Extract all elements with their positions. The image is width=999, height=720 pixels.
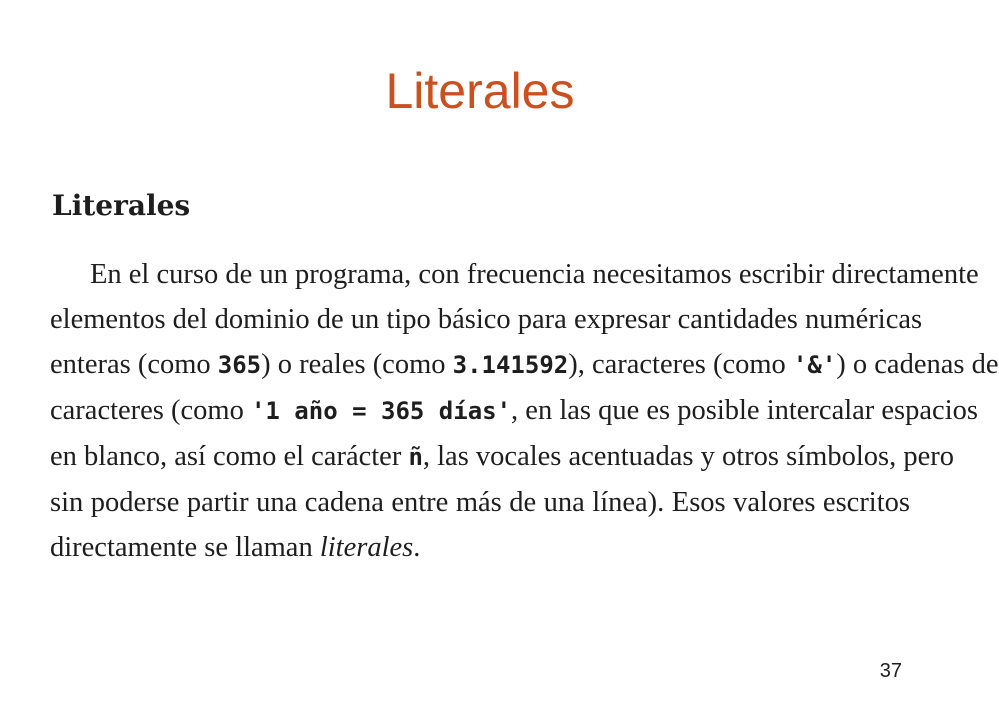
- excerpt-heading: Literales: [52, 189, 191, 222]
- code-literal: ñ: [408, 443, 423, 471]
- text-run: En el curso de un programa, con frecuencia necesitamos escribir directamente: [90, 259, 979, 290]
- paragraph-line: [50, 342, 999, 388]
- page-number: 37: [879, 660, 902, 682]
- text-run: .: [413, 532, 421, 563]
- text-run: elementos del dominio de un tipo básico para expresar cantidades numéricas: [50, 304, 923, 335]
- book-excerpt: [50, 180, 999, 570]
- paragraph-line: [50, 297, 923, 342]
- code-literal: '&': [792, 351, 837, 379]
- paragraph-line: [50, 434, 954, 480]
- paragraph-line: [50, 252, 979, 297]
- text-run: sin poderse partir una cadena entre más de una línea). Esos valores escritos: [50, 487, 910, 518]
- text-run: ) o cadenas de: [836, 349, 999, 380]
- text-run: ) o reales (como: [261, 349, 453, 380]
- paragraph-line: [50, 525, 910, 570]
- text-run: enteras (como: [50, 349, 218, 380]
- paragraph-line: [50, 388, 978, 434]
- code-literal: 3.141592: [452, 351, 569, 379]
- emphasized-term: literales: [319, 532, 414, 563]
- excerpt-paragraph: [50, 252, 999, 570]
- code-literal: 365: [217, 351, 262, 379]
- text-run: directamente se llaman: [50, 532, 320, 563]
- text-run: ), caracteres (como: [568, 349, 793, 380]
- text-run: en blanco, así como el carácter: [50, 441, 409, 472]
- slide-title: Literales: [385, 63, 575, 119]
- text-run: , las vocales acentuadas y otros símbolos, pero: [422, 441, 954, 472]
- text-run: , en las que es posible intercalar espacios: [511, 395, 978, 426]
- text-run: caracteres (como: [50, 395, 251, 426]
- paragraph-line: [50, 480, 910, 525]
- code-literal: '1 año = 365 días': [250, 397, 512, 425]
